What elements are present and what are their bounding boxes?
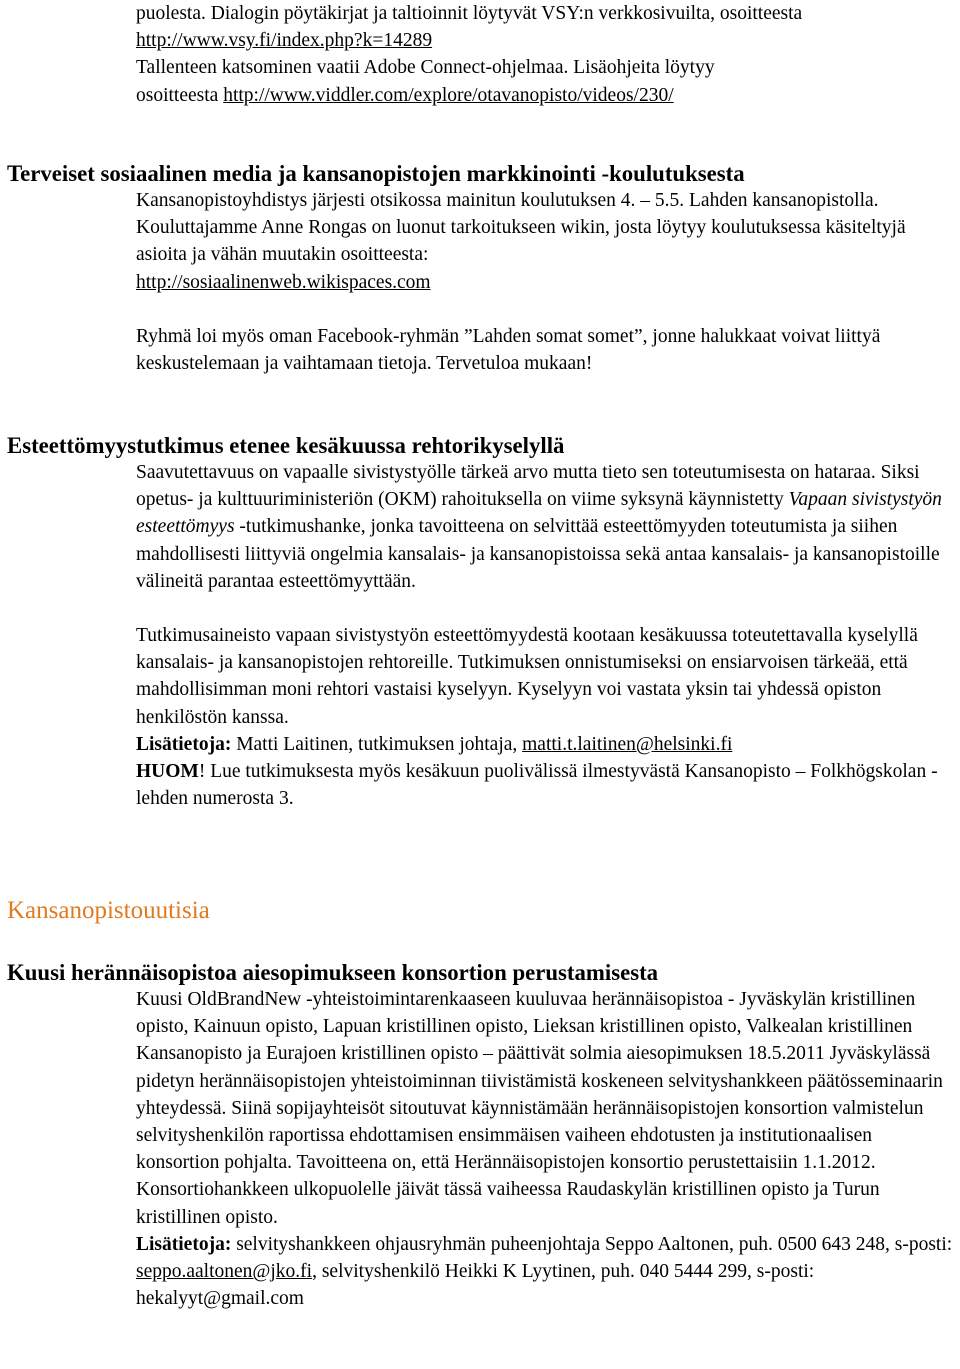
article-paragraph: Kuusi OldBrandNew -yhteistoimintarenkaaseen kuuluvaa herännäisopistoa - Jyväskylän kristillinen opisto, Kainuun opisto, Lapuan kristillinen opisto, Lieksan kristillinen opisto, Valkealan kristillinen Kansanopisto ja Eurajoen kristillinen opisto – päättivät solmia aiesopimuksen 18.5.2011 Jyväskylässä pidetyn herännäisopistojen yhteistoiminnan tiivistämistä koskeneen selvityshankkeen päätösseminaarin yhteydessä. Siinä sopijayhteisöt sitoutuvat käynnistämään herännäisopistojen konsortion valmistelun selvityshenkilön raportissa ehdottamisen ensimmäisen vaiheen ehdotusten ja institutionaalisen konsortion pohjalta. Tavoitteena on, että Herännäisopistojen konsortio perustettaisiin 1.1.2012. Konsortiohankkeen ulkopuolelle jäivät tässä vaiheessa Raudaskylän kristillinen opisto ja Turun kristillinen opisto. (136, 989, 943, 1228)
section-title: Kansanopistouutisia (7, 897, 210, 924)
article-paragraph: Ryhmä loi myös oman Facebook-ryhmän ”Lahden somat somet”, jonne halukkaat voivat liittyä keskustelemaan ja vaihtamaan tietoja. Tervetuloa mukaan! (136, 325, 881, 375)
article-paragraph: Tutkimusaineisto vapaan sivistystyön esteettömyydestä kootaan kesäkuussa toteutettavalla kyselyllä kansalais- ja kansanopistojen rehtoreille. Tutkimuksen onnistumiseksi on ensiarvoisen tärkeää, että mahdollisimman moni rehtori vastaisi kyselyyn. Kyselyyn voi vastata yksin tai yhdessä opiston henkilöstön kanssa. (136, 625, 918, 728)
article-body (136, 986, 956, 1312)
intro-block (136, 0, 956, 109)
note: HUOM! Lue tutkimuksesta myös kesäkuun puolivälissä ilmestyvästä Kansanopisto – Folkhögskolan -lehden numerosta 3. (136, 761, 938, 810)
article-body (136, 187, 956, 377)
article-heading: Kuusi herännäisopistoa aiesopimukseen konsortion perustamisesta (7, 960, 659, 985)
contact-info: Lisätietoja: Matti Laitinen, tutkimuksen johtaja, matti.t.laitinen@helsinki.fi (136, 733, 733, 755)
vsy-link[interactable]: http://www.vsy.fi/index.php?k=14289 (136, 30, 433, 52)
info-label: Lisätietoja: (136, 733, 232, 755)
email-link[interactable]: seppo.aaltonen@jko.fi (136, 1261, 313, 1283)
email-link[interactable]: matti.t.laitinen@helsinki.fi (522, 733, 733, 755)
intro-prefix: osoitteesta (136, 84, 224, 106)
article-heading: Esteettömyystutkimus etenee kesäkuussa rehtorikyselyllä (7, 433, 565, 458)
article-paragraph: Saavutettavuus on vapaalle sivistystyölle tärkeä arvo mutta tieto sen toteutumisesta on hataraa. Siksi opetus- ja kulttuuriministeriön (OKM) rahoituksella on viime syksynä käynnistetty Vapaan sivistystyön esteettömyys -tutkimushanke, jonka tavoitteena on selvittää esteettömyyden toteutumista ja siihen mahdollisesti liittyviä ongelmia kansalais- ja kansanopistoissa sekä antaa kansalais- ja kansanopistoille välineitä parantaa esteettömyyttään. (136, 462, 942, 592)
project-name: Vapaan sivistystyön esteettömyys (136, 489, 942, 538)
viddler-link[interactable]: http://www.viddler.com/explore/otavanopisto/videos/230/ (223, 84, 674, 106)
article-body (136, 459, 956, 812)
article-heading: Terveiset sosiaalinen media ja kansanopistojen markkinointi -koulutuksesta (7, 161, 745, 186)
info-label: Lisätietoja: (136, 1233, 232, 1255)
intro-line: Tallenteen katsominen vaatii Adobe Connect-ohjelmaa. Lisäohjeita löytyy (136, 57, 715, 79)
intro-line: puolesta. Dialogin pöytäkirjat ja taltioinnit löytyvät VSY:n verkkosivuilta, osoitteesta (136, 3, 803, 24)
wiki-link[interactable]: http://sosiaalinenweb.wikispaces.com (136, 271, 431, 293)
article-paragraph: Kansanopistoyhdistys järjesti otsikossa mainitun koulutuksen 4. – 5.5. Lahden kansanopistolla. Kouluttajamme Anne Rongas on luonut tarkoitukseen wikin, josta löytyy koulutuksessa käsiteltyjä asioita ja vähän muutakin osoitteesta: (136, 190, 906, 266)
note-label: HUOM (136, 761, 199, 783)
contact-info: Lisätietoja: selvityshankkeen ohjausryhmän puheenjohtaja Seppo Aaltonen, puh. 0500 643 248, s-posti: seppo.aaltonen@jko.fi, selvityshenkilö Heikki K Lyytinen, puh. 040 5444 299, s-posti: hekalyyt@gmail.com (136, 1233, 953, 1310)
